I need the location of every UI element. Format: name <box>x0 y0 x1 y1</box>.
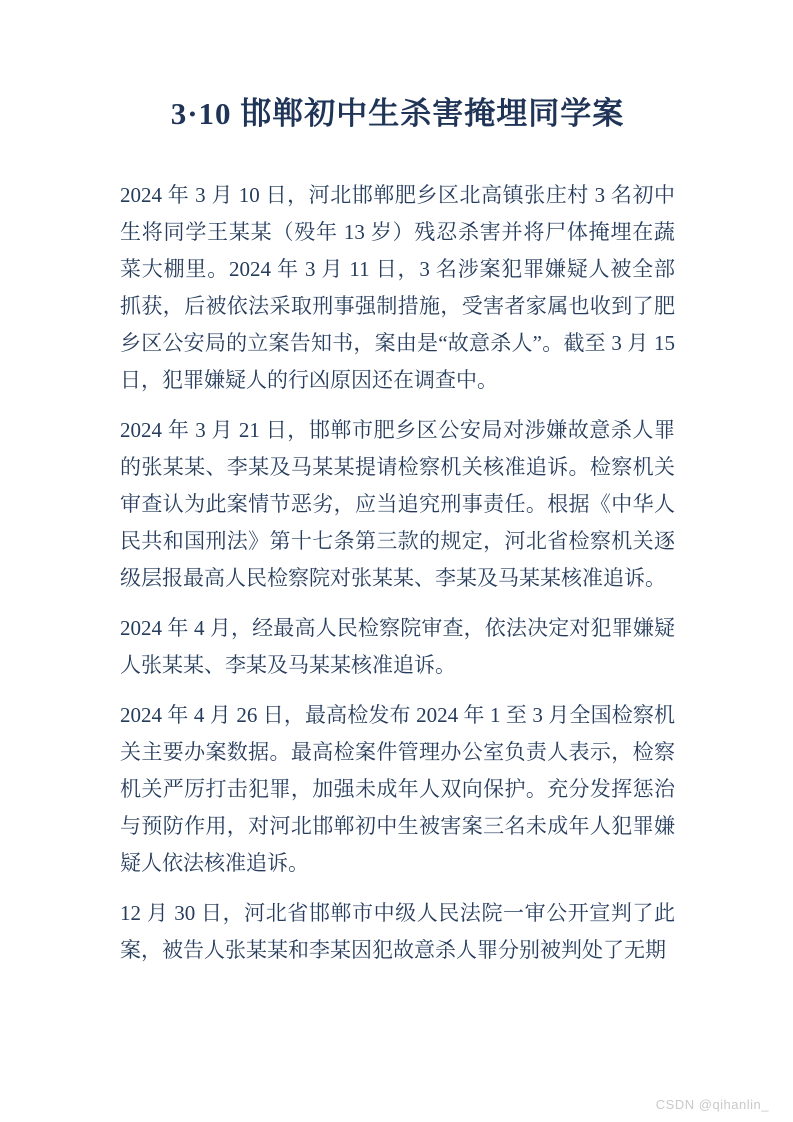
article-paragraph: 2024 年 3 月 10 日，河北邯郸肥乡区北高镇张庄村 3 名初中生将同学王某某（殁年 13 岁）残忍杀害并将尸体掩埋在蔬菜大棚里。2024 年 3 月 11 日，3 名涉案犯罪嫌疑人被全部抓获，后被依法采取刑事强制措施，受害者家属也收到了肥乡区公安局的立案告知书，案由是“故意杀人”。截至 3 月 15 日，犯罪嫌疑人的行凶原因还在调查中。 <box>120 183 675 392</box>
article-paragraph: 12 月 30 日，河北省邯郸市中级人民法院一审公开宣判了此案，被告人张某某和李某因犯故意杀人罪分别被判处了无期 <box>120 901 675 962</box>
article-paragraph: 2024 年 4 月，经最高人民检察院审查，依法决定对犯罪嫌疑人张某某、李某及马某某核准追诉。 <box>120 616 675 677</box>
csdn-watermark: CSDN @qihanlin_ <box>655 1097 769 1112</box>
article-paragraph: 2024 年 4 月 26 日，最高检发布 2024 年 1 至 3 月全国检察机关主要办案数据。最高检案件管理办公室负责人表示，检察机关严厉打击犯罪，加强未成年人双向保护。充分发挥惩治与预防作用，对河北邯郸初中生被害案三名未成年人犯罪嫌疑人依法核准追诉。 <box>120 703 675 875</box>
article-paragraph: 2024 年 3 月 21 日，邯郸市肥乡区公安局对涉嫌故意杀人罪的张某某、李某及马某某提请检察机关核准追诉。检察机关审查认为此案情节恶劣，应当追究刑事责任。根据《中华人民共和国刑法》第十七条第三款的规定，河北省检察机关逐级层报最高人民检察院对张某某、李某及马某某核准追诉。 <box>120 418 675 590</box>
article-title: 3·10 邯郸初中生杀害掩埋同学案 <box>170 96 625 131</box>
